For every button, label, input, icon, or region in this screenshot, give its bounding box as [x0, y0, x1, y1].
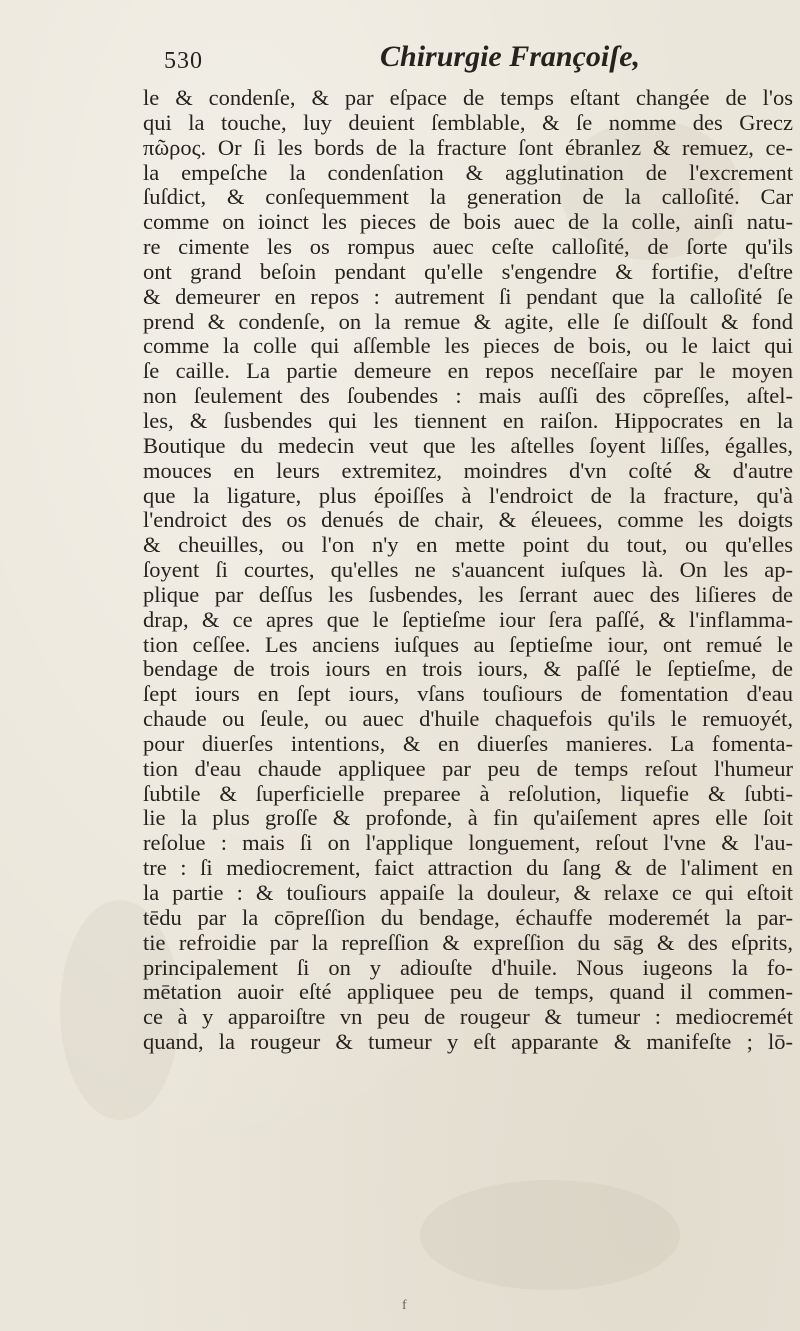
- text-line: principalement ſi on y adiouſte d'huile. Nous iugeons la fo-: [143, 955, 793, 980]
- text-line: ce à y apparoiſtre vn peu de rougeur & tumeur : mediocremét: [143, 1005, 793, 1030]
- paper-stain: [420, 1180, 680, 1290]
- text-line: que la ligature, plus époiſſes à l'endroict de la fracture, qu'à: [143, 483, 793, 508]
- text-line: reſolue : mais ſi on l'applique longuement, reſout l'vne & l'au-: [143, 831, 793, 856]
- text-line: drap, & ce apres que le ſeptieſme iour ſera paſſé, & l'inflamma-: [143, 607, 793, 632]
- text-line: Boutique du medecin veut que les aſtelles ſoyent liſſes, égalles,: [143, 433, 793, 458]
- text-line: pour diuerſes intentions, & en diuerſes manieres. La fomenta-: [143, 731, 793, 756]
- text-line: l'endroict des os denués de chair, & éleuees, comme les doigts: [143, 508, 793, 533]
- text-line: & cheuilles, ou l'on n'y en mette point du tout, ou qu'elles: [143, 533, 793, 558]
- text-line: πῶρος. Or ſi les bords de la fracture ſont ébranlez & remuez, ce-: [143, 135, 793, 160]
- text-line: mouces en leurs extremitez, moindres d'vn coſté & d'autre: [143, 458, 793, 483]
- text-line: lie la plus groſſe & profonde, à fin qu'aiſement apres elle ſoit: [143, 806, 793, 831]
- text-line: non ſeulement des ſoubendes : mais auſſi des cōpreſſes, aſtel-: [143, 384, 793, 409]
- text-line: mētation auoir eſté appliquee peu de temps, quand il commen-: [143, 980, 793, 1005]
- text-line: ſubtile & ſuperficielle preparee à reſolution, liquefie & ſubti-: [143, 781, 793, 806]
- text-line: tion d'eau chaude appliquee par peu de temps reſout l'humeur: [143, 756, 793, 781]
- text-line: prend & condenſe, on la remue & agite, elle ſe diſſoult & fond: [143, 309, 793, 334]
- text-line: tre : ſi mediocrement, faict attraction du ſang & de l'aliment en: [143, 856, 793, 881]
- text-line: ſoyent ſi courtes, qu'elles ne s'auancent iuſques là. On les ap-: [143, 558, 793, 583]
- page-number: 530: [164, 48, 203, 74]
- text-line: plique par deſſus les ſusbendes, les ſerrant auec des liſieres de: [143, 582, 793, 607]
- text-line: tion ceſſee. Les anciens iuſques au ſeptieſme iour, ont remué le: [143, 632, 793, 657]
- text-line: la partie : & touſiours appaiſe la douleur, & relaxe ce qui eſtoit: [143, 881, 793, 905]
- text-line: chaude ou ſeule, ou auec d'huile chaquefois qu'ils le remuoyét,: [143, 707, 793, 732]
- text-line: quand, la rougeur & tumeur y eſt apparante & manifeſte ; lō-: [143, 1030, 793, 1055]
- text-line: les, & ſusbendes qui les tiennent en raiſon. Hippocrates en la: [143, 408, 793, 433]
- text-line: & demeurer en repos : autrement ſi pendant que la calloſité ſe: [143, 284, 793, 309]
- text-line: qui la touche, luy deuient ſemblable, & ſe nomme des Grecz: [143, 110, 793, 135]
- text-line: bendage de trois iours en trois iours, & paſſé le ſeptieſme, de: [143, 657, 793, 682]
- text-line: comme on ioinct les pieces de bois auec de la colle, ainſi natu-: [143, 210, 793, 235]
- text-line: la empeſche la condenſation & agglutination de l'excrement: [143, 160, 793, 185]
- body-text: [143, 86, 793, 1055]
- text-line: tie refroidie par la repreſſion & expreſſion du sāg & des eſprits,: [143, 930, 793, 955]
- running-title: Chirurgie Françoiſe,: [380, 40, 641, 73]
- footer-mark: f: [402, 1298, 407, 1313]
- text-line: ſept iours en ſept iours, vſans touſiours de fomentation d'eau: [143, 682, 793, 707]
- text-line: ont grand beſoin pendant qu'elle s'engendre & fortifie, d'eſtre: [143, 259, 793, 284]
- text-line: le & condenſe, & par eſpace de temps eſtant changée de l'os: [143, 86, 793, 110]
- text-line: comme la colle qui aſſemble les pieces de bois, ou le laict qui: [143, 334, 793, 359]
- page-header: [140, 40, 790, 90]
- text-line: re cimente les os rompus auec ceſte calloſité, de ſorte qu'ils: [143, 235, 793, 260]
- text-line: tēdu par la cōpreſſion du bendage, échauffe moderemét la par-: [143, 905, 793, 930]
- text-line: ſe caille. La partie demeure en repos neceſſaire par le moyen: [143, 359, 793, 384]
- text-line: ſuſdict, & conſequemment la generation de la calloſité. Car: [143, 185, 793, 210]
